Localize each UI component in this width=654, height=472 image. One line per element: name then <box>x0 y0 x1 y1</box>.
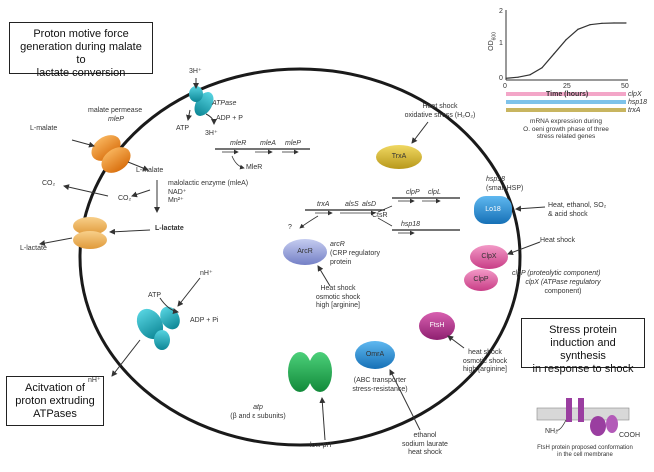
growth-point <box>577 29 578 30</box>
arcr-gene: arcR <box>330 241 345 248</box>
gene-alss: alsS <box>345 201 359 208</box>
gene-label-clpx: clpX <box>628 91 642 98</box>
gene-label-hsp18: hsp18 <box>628 99 648 106</box>
chart-xtick: 0 <box>503 83 507 90</box>
l-malate-out: L-malate <box>30 125 58 132</box>
malate-permease-icon <box>87 130 136 178</box>
pmf-box-line3: lactate conversion <box>36 67 126 79</box>
stress-box-line2: induction and synthesis <box>550 337 616 362</box>
atp-label: atp <box>253 404 263 411</box>
ftsh-inset-caption: FtsH protein proposed conformation in the cell membrane <box>537 445 633 458</box>
gene-trxa: trxA <box>317 201 330 208</box>
hsp18-label: hsp18 (small HSP) <box>486 176 524 192</box>
ftsh-inset-nh2: NH₂ <box>545 428 558 435</box>
atp-subunits: (β and ε subunits) <box>230 413 286 420</box>
pmf-box-line2: generation during malate to <box>20 41 142 66</box>
trxa-label: TrxA <box>391 153 407 160</box>
chart-caption: mRNA expression during O. oeni growth phase of three stress related genes <box>523 118 609 140</box>
atpase-left-icon <box>132 303 184 350</box>
chart-ylabel: $OD_{600}$ <box>487 32 498 51</box>
lactate-transporter-icon <box>73 217 107 249</box>
ctsr-label: CtsR <box>372 212 388 219</box>
gene-label-trxa: trxA <box>628 107 641 114</box>
atpase-box-line2: proton extruding <box>15 395 95 407</box>
growth-point <box>565 39 566 40</box>
clpp-label: ClpP <box>473 276 489 283</box>
growth-point <box>541 67 542 68</box>
chart-ytick: 1 <box>499 40 503 47</box>
low-ph-label: low pH <box>310 442 332 449</box>
omra-label: OmrA <box>365 351 385 358</box>
growth-point <box>505 78 506 79</box>
growth-point <box>589 24 590 25</box>
growth-point <box>601 23 602 24</box>
stress-box-line3: in response to shock <box>532 363 634 375</box>
ftsh-label: FtsH <box>429 322 445 329</box>
lo18-label: Lo18 <box>485 206 501 213</box>
question-mark: ? <box>288 224 292 231</box>
clpx-label: ClpX <box>481 253 497 260</box>
co2-out: CO₂ <box>42 180 56 187</box>
trxa-stress: Heat shock oxidative stress (H₂O₂) <box>404 103 476 119</box>
atpase-box-line1: Acitvation of <box>25 382 85 394</box>
mler-protein-label: MleR <box>246 164 263 171</box>
atp-synthase-icon <box>288 352 332 392</box>
gene-alsd: alsD <box>362 201 377 208</box>
ftsh-stress: heat shock osmotic shock high [arginine] <box>462 349 508 373</box>
growth-point <box>625 22 626 23</box>
chart-ytick: 0 <box>499 75 503 82</box>
atpase-box-line3: ATPases <box>33 408 77 420</box>
stress-box <box>521 318 645 375</box>
co2-in: CO₂ <box>118 195 132 202</box>
chart-xtick: 25 <box>563 83 571 90</box>
growth-point <box>529 74 530 75</box>
omra-stress: ethanol sodium laurate heat shock <box>402 432 448 456</box>
malate-permease-label: malate permease <box>88 107 143 114</box>
ftsh-inset-cooh: COOH <box>619 432 640 439</box>
chart-xtick: 50 <box>621 83 629 90</box>
nh-bottom: nH⁺ <box>88 377 101 384</box>
gene-hsp18: hsp18 <box>401 221 421 228</box>
atpase-top-3h: 3H⁺ <box>189 68 202 75</box>
omra-desc: (ABC transporter stress-resistance) <box>352 377 408 393</box>
atpase-top-adp: ADP + P <box>216 115 243 122</box>
malolactic-label: malolactic enzyme (mleA) <box>168 180 249 187</box>
atpase-top-3h-inside: 3H⁺ <box>205 130 218 137</box>
stress-box-line1: Stress protein <box>549 324 617 336</box>
atp-left-label: ATP <box>148 292 162 299</box>
hsp18-stress: Heat, ethanol, SO₂ & acid shock <box>548 202 607 218</box>
gene-mlep: mleP <box>285 140 301 147</box>
growth-curve <box>506 23 626 78</box>
hsp18-expression-bar <box>506 100 626 104</box>
clpp-desc: clpP (proteolytic component) <box>512 270 601 277</box>
adp-pi-label: ADP + Pi <box>190 317 219 324</box>
chart-xlabel: Time (hours) <box>546 91 589 98</box>
growth-point <box>517 77 518 78</box>
growth-point <box>553 53 554 54</box>
atpase-top-atp: ATP <box>176 125 190 132</box>
malate-permease-gene: mleP <box>108 116 124 123</box>
pmf-box <box>9 22 153 79</box>
atpase-top-name: ATPase <box>212 100 237 107</box>
l-malate-in: L-malate <box>136 167 164 174</box>
gene-mlea: mleA <box>260 140 276 147</box>
gene-clpl: clpL <box>428 189 441 196</box>
l-lactate-in: L-lactate <box>155 225 184 232</box>
l-lactate-out: L-lactate <box>20 245 47 252</box>
trxa-expression-bar <box>506 108 626 112</box>
arcr-label: ArcR <box>297 248 313 255</box>
gene-clpp: clpP <box>406 189 420 196</box>
mn-label: Mn²⁺ <box>168 197 184 204</box>
growth-point <box>613 22 614 23</box>
nad-label: NAD⁺ <box>168 189 187 196</box>
arcr-stress: Heat shock osmotic shock high [arginine] <box>315 285 361 309</box>
pmf-box-line1: Proton motive force <box>33 28 129 40</box>
chart-ytick: 2 <box>499 8 503 15</box>
arcr-desc: (CRP regulatory protein <box>330 250 381 266</box>
gene-mler: mleR <box>230 140 247 147</box>
nh-top: nH⁺ <box>200 270 213 277</box>
clp-heat-shock: Heat shock <box>540 237 576 244</box>
clpx-desc: clpX (ATPase regulatory component) <box>525 279 601 295</box>
